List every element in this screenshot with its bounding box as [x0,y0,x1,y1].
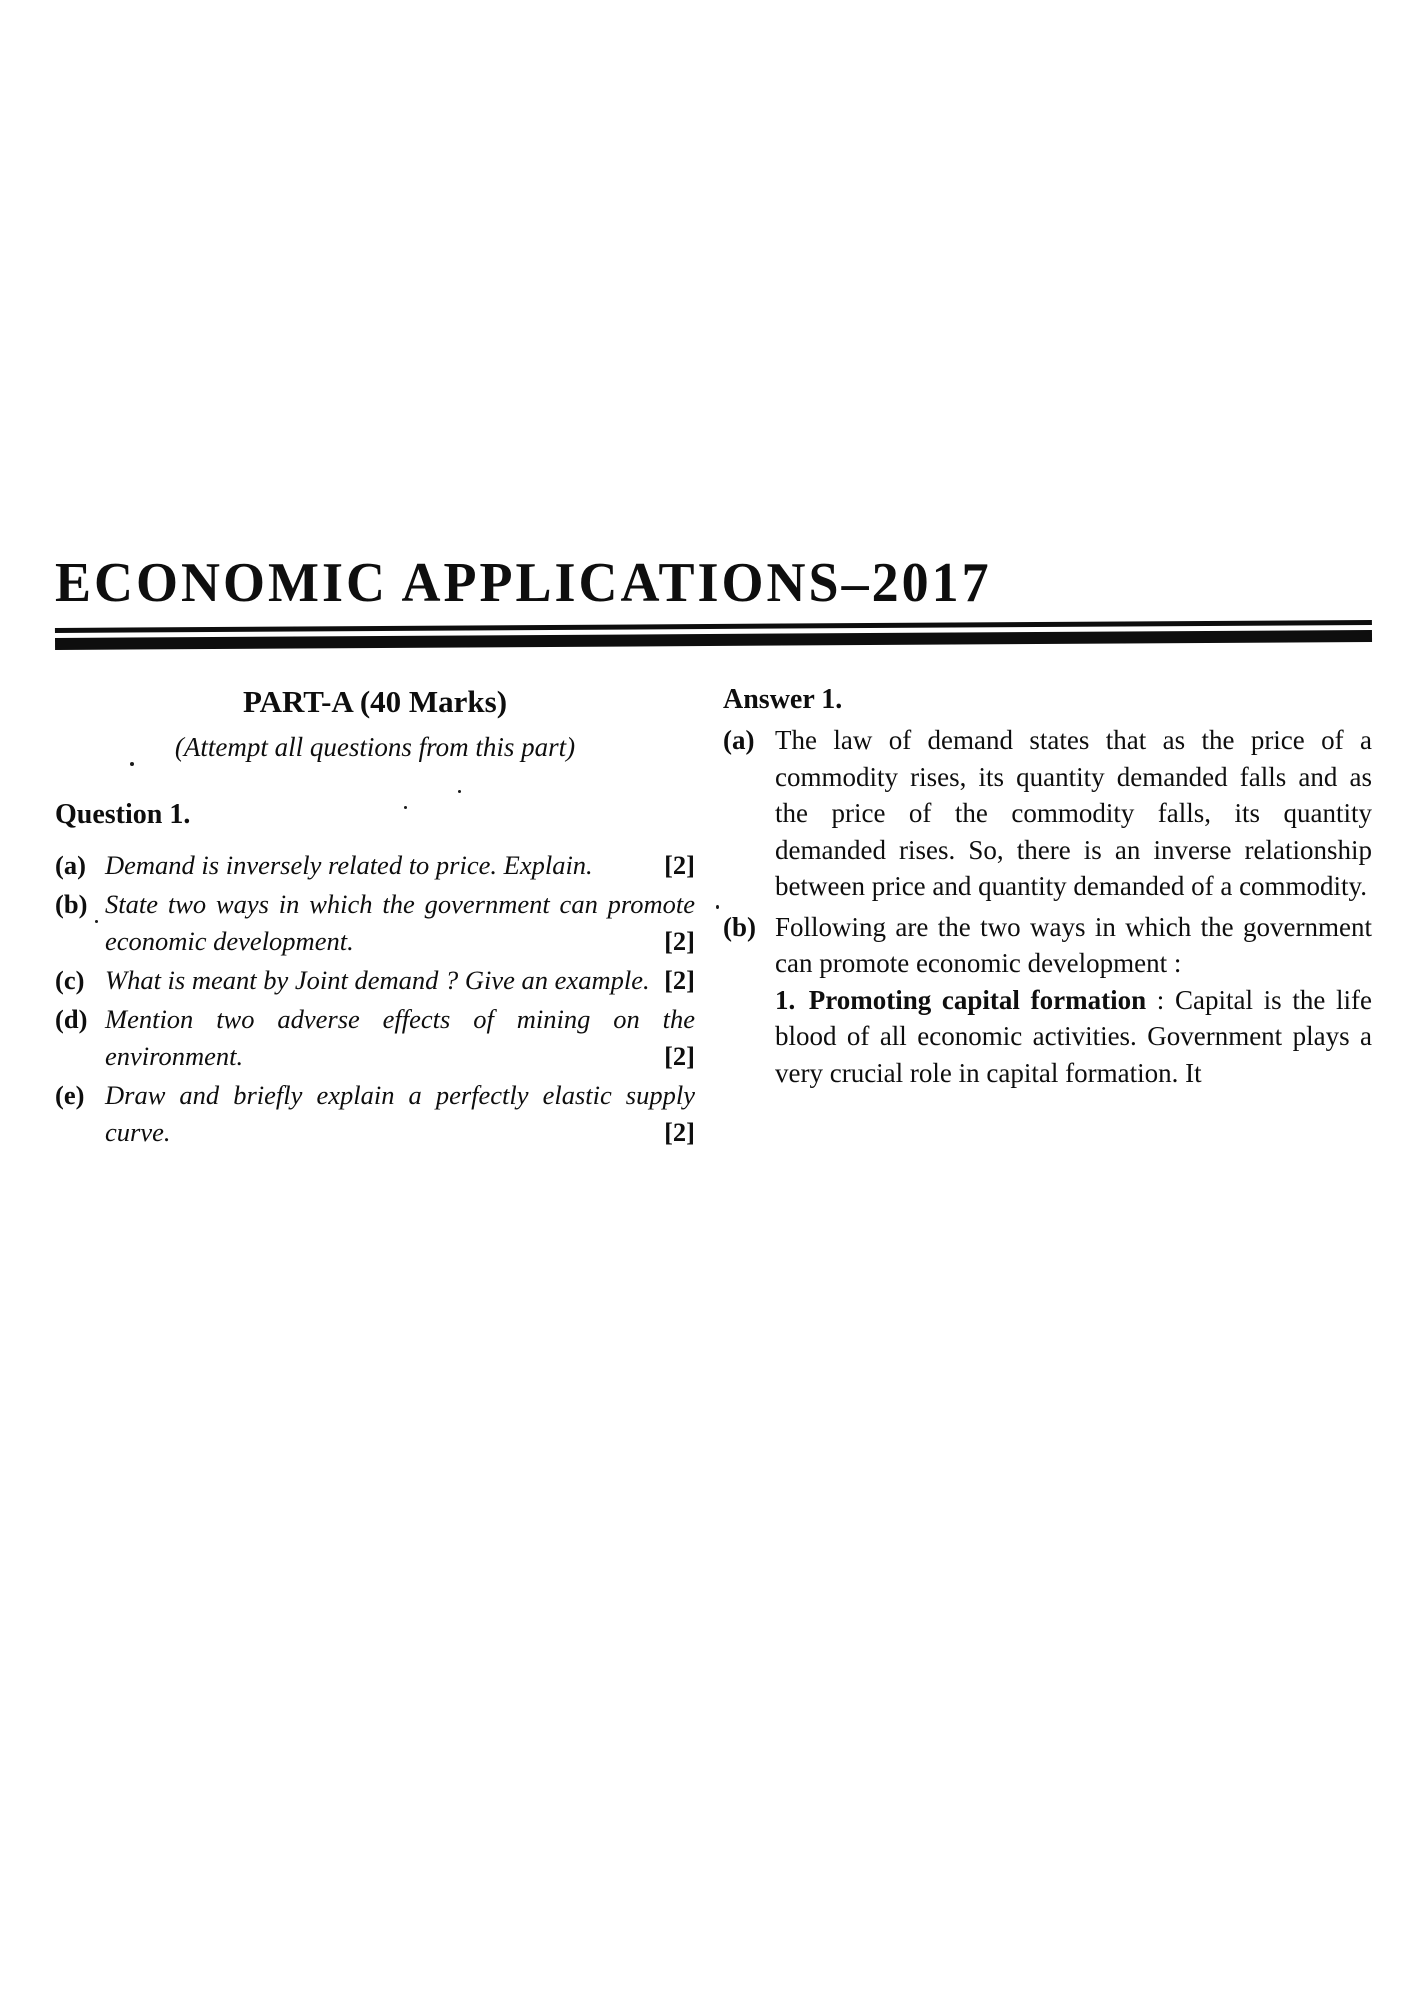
question-marks: [2] [664,965,695,995]
scan-speck [404,806,407,809]
answer-body [775,909,1372,1092]
question-text: Demand is inversely related to price. Explain. [105,850,593,880]
question-body [105,962,695,999]
question-body [105,886,695,960]
question-marks: [2] [664,926,695,956]
question-body [105,847,695,884]
answer-text: The law of demand states that as the price of a commodity rises, its quantity demanded falls and as the price of the commodity falls, its quantity demanded rises. So, there is an inverse relationship between price and quantity demanded of a commodity. [775,725,1372,901]
answer-label: (b) [723,911,756,942]
question-heading: Question 1. [55,799,191,830]
part-heading: PART-A (40 Marks) [242,684,508,719]
question-text: Mention two adverse effects of mining on the environment. [105,1004,695,1071]
answer-sub-point [775,982,1372,1092]
question-item-a [55,847,695,884]
answer-sub-point-title: 1. Promoting capital formation [775,984,1147,1015]
answer-heading: Answer 1. [723,684,843,715]
question-marks: [2] [664,1041,695,1071]
question-label: (c) [55,965,85,995]
two-column-layout [55,684,1372,1153]
scan-speck [95,920,98,923]
question-label: (a) [55,850,86,880]
answer-item-b [723,909,1372,1092]
question-item-e [55,1077,695,1151]
question-label: (e) [55,1080,85,1110]
scan-speck [458,790,461,793]
answer-text: Following are the two ways in which the government can promote economic development : [775,911,1372,978]
answer-item-a [723,722,1372,905]
scan-speck [130,762,134,766]
divider-thick-rule [55,630,1372,650]
answers-column [723,684,1372,1153]
question-item-b [55,886,695,960]
question-item-d [55,1001,695,1075]
part-note: (Attempt all questions from this part) [174,732,576,762]
question-label: (b) [55,889,88,919]
question-body [105,1001,695,1075]
question-text: What is meant by Joint demand ? Give an example. [105,965,650,995]
question-text: State two ways in which the government can promote economic development. [105,889,695,956]
title-divider [55,620,1372,650]
questions-column [55,684,695,1153]
question-label: (d) [55,1004,88,1034]
answer-label: (a) [723,725,755,755]
question-text: Draw and briefly explain a perfectly elastic supply curve. [105,1080,695,1147]
question-marks: [2] [664,1117,695,1147]
answer-sub-point-text: : Capital is the life blood of all economic activities. Government plays a very crucial role in capital formation. It [775,984,1372,1088]
page-title: ECONOMIC APPLICATIONS–2017 [55,551,992,614]
question-item-c [55,962,695,999]
scan-speck [716,905,719,909]
question-body [105,1077,695,1151]
question-marks: [2] [664,850,695,880]
answer-body [775,722,1372,905]
